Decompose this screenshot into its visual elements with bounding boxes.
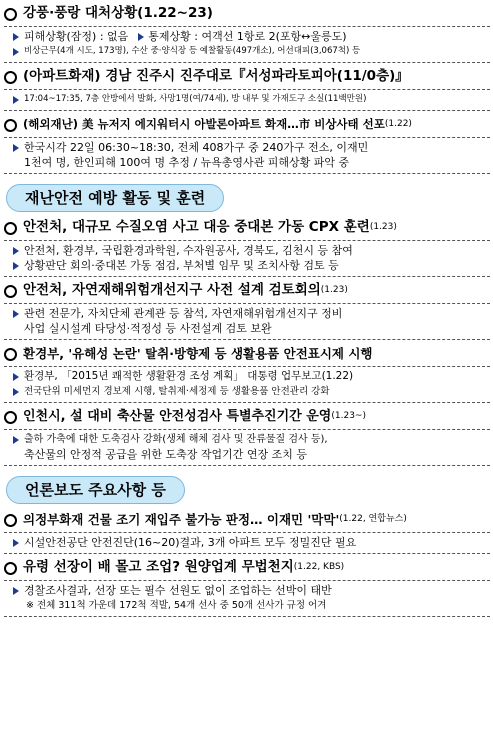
item-heading	[0, 219, 493, 236]
heading-date: (1.23)	[320, 285, 348, 295]
circle-bullet-icon	[4, 562, 17, 575]
detail-line: 17:04~17:35, 7층 안방에서 발화, 사망1명(여/74세), 방 내부 및 가재도구 소실(11백만원)	[12, 92, 486, 107]
circle-bullet-icon	[4, 514, 17, 527]
heading-title: 안전처, 대규모 수질오염 사고 대응 중대본 가동 CPX 훈련	[23, 219, 370, 235]
detail-box	[4, 303, 490, 340]
detail-box	[4, 429, 490, 466]
detail-box	[4, 89, 490, 111]
document-page	[0, 5, 493, 747]
heading-title: 의정부화재 건물 조기 재입주 불가능 판정… 이재민 '막막'	[23, 512, 340, 527]
item-heading	[0, 68, 493, 85]
detail-line: 시설안전공단 안전진단(16~20)결과, 3개 아파트 모두 정밀진단 필요	[12, 535, 486, 550]
detail-box	[4, 532, 490, 554]
circle-bullet-icon	[4, 285, 17, 298]
detail-box	[4, 240, 490, 277]
heading-title: (해외재난) 美 뉴저지 에지워터시 아발론아파트 화재…市 비상사태 선포	[23, 117, 385, 131]
circle-bullet-icon	[4, 71, 17, 84]
control-status: 통제상황 : 여객선 1항로 2(포항↔울릉도)	[148, 30, 347, 43]
heading-title: 환경부, '유해성 논란' 탈취·방향제 등 생활용품 안전표시제 시행	[23, 346, 373, 361]
section-header: 재난안전 예방 활동 및 훈련	[6, 184, 224, 212]
detail-line-cont: 1천여 명, 한인피해 100여 명 추정 / 뉴욕총영사관 피해상황 파악 중	[24, 156, 350, 169]
circle-bullet-icon	[4, 411, 17, 424]
heading-title: (아파트화재) 경남 진주시 진주대로『서성파라토피아(11/0층)』	[23, 68, 409, 84]
item-heading	[0, 408, 493, 425]
detail-line: 환경부, 「2015년 쾌적한 생활환경 조성 계획」 대통령 업무보고(1.22)	[12, 369, 486, 384]
item-heading	[0, 5, 493, 22]
section-header: 언론보도 주요사항 등	[6, 476, 185, 504]
heading-date: (1.22, KBS)	[293, 562, 345, 572]
heading-date: (1.23~)	[331, 411, 366, 421]
detail-line: 비상근무(4개 시도, 173명), 수산 중·양식장 등 예찰활동(497개소), 어선대피(3,067척) 등	[12, 44, 486, 59]
circle-bullet-icon	[4, 348, 17, 361]
detail-line: 상황판단 회의·중대본 가동 점검, 부처별 임무 및 조치사항 검토 등	[12, 258, 486, 273]
item-heading	[0, 116, 493, 133]
item-heading	[0, 511, 493, 528]
heading-title: 인천시, 설 대비 축산물 안전성검사 특별추진기간 운영	[23, 409, 332, 424]
detail-line: 전국단위 미세먼지 경보제 시행, 탈취제·세정제 등 생활용품 안전관리 강화	[12, 384, 486, 399]
footnote: ※ 전체 311척 가운데 172척 적발, 54개 선사 중 50개 선사가 규정 어겨	[26, 600, 327, 611]
detail-box	[4, 366, 490, 403]
detail-line-cont: 축산물의 안정적 공급을 위한 도축장 작업기간 연장 조치 등	[24, 448, 307, 461]
detail-line: 경찰조사결과, 선장 또는 필수 선원도 없이 조업하는 선박이 태반	[12, 583, 486, 598]
item-heading	[0, 282, 493, 299]
heading-date: (1.23)	[369, 222, 397, 232]
detail-line: 한국시각 22일 06:30~18:30, 전체 408가구 중 240가구 전소, 이재민	[12, 140, 486, 155]
heading-title: 강풍·풍랑 대처상황	[23, 5, 138, 21]
heading-date: (1.22, 연합뉴스)	[339, 514, 407, 524]
triangle-bullet-icon	[138, 33, 144, 41]
detail-box	[4, 26, 490, 63]
detail-line: 출하 가축에 대한 도축검사 강화(생체 해체 검사 및 잔류물질 검사 등),	[12, 432, 486, 447]
circle-bullet-icon	[4, 222, 17, 235]
detail-box	[4, 137, 490, 174]
detail-line: 관련 전문가, 자치단체 관계관 등 참석, 자연재해위험개선지구 정비	[12, 306, 486, 321]
item-heading	[0, 559, 493, 576]
circle-bullet-icon	[4, 119, 17, 132]
heading-title: 유령 선장이 배 몰고 조업? 원양업계 무법천지	[23, 559, 294, 575]
circle-bullet-icon	[4, 8, 17, 21]
detail-line	[12, 29, 486, 44]
item-heading	[0, 345, 493, 362]
heading-date: (1.22)	[384, 119, 412, 129]
detail-line-cont: 사업 실시설계 타당성·적정성 등 사전설계 검토 보완	[24, 322, 272, 335]
heading-date: (1.22~23)	[137, 5, 213, 21]
damage-status: 피해상황(잠정) : 없음	[24, 30, 129, 43]
detail-box	[4, 580, 490, 617]
heading-title: 안전처, 자연재해위험개선지구 사전 설계 검토회의	[23, 282, 321, 298]
detail-line: 안전처, 환경부, 국립환경과학원, 수자원공사, 경북도, 김천시 등 참여	[12, 243, 486, 258]
